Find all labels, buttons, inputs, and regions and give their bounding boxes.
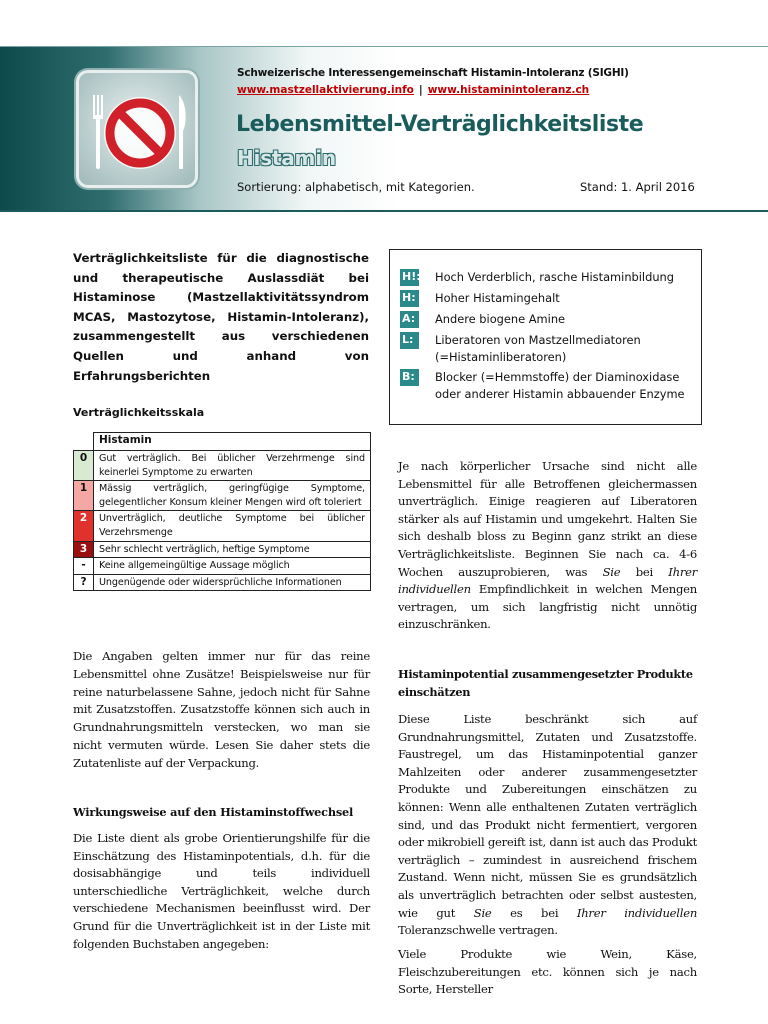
scale-value: 1: [74, 481, 94, 511]
scale-description: Mässig verträglich, geringfügige Symptome, gelegentlicher Konsum kleiner Mengen wird oft toleriert: [94, 481, 371, 511]
legend-item: [400, 290, 701, 307]
scale-description: Ungenügende oder widersprüchliche Informationen: [94, 574, 371, 591]
table-row: [74, 558, 371, 575]
potential-heading: Histaminpotential zusammengesetzter Produkte einschätzen: [398, 667, 693, 699]
no-food-icon: [79, 73, 201, 191]
compound-products-paragraph: Diese Liste beschränkt sich auf Grundnahrungsmittel, Zutaten und Zusatzstoffe. Faustregel, um das Histaminpotential ganzer Mahlzeiten oder anderer zusammengesetzter Produkte und Zubereitungen einschätzen zu können: Wenn alle enthaltenen Zutaten verträglich sind, und das Produkt nicht fermentiert, vergoren oder mikrobiell gereift ist, dann ist auch das Produkt verträglich – zumindest in ausreichend frischem Zustand. Wenn nicht, müssen Sie es grundsätzlich als unverträglich betrachten oder selbst austesten, wie gut Sie es bei Ihrer individuellen Toleranzschwelle vertragen.: [398, 712, 698, 938]
legend-code: B:: [400, 369, 419, 386]
legend-code: A:: [400, 311, 419, 328]
table-row: [74, 541, 371, 558]
legend-item: [400, 332, 701, 365]
legend-label: Liberatoren von Mastzellmediatoren (=Histaminliberatoren): [435, 333, 641, 364]
column-header-histamin: Histamin: [94, 433, 371, 451]
legend-code: H!:: [400, 269, 419, 286]
legend-box: [389, 249, 702, 425]
legend-label: Hoch Verderblich, rasche Histaminbildung: [435, 270, 674, 284]
scale-description: Gut verträglich. Bei üblicher Verzehrmenge sind keinerlei Symptome zu erwarten: [94, 451, 371, 481]
organization-name: Schweizerische Interessengemeinschaft Histamin-Intoleranz (SIGHI): [237, 67, 629, 79]
legend-label: Hoher Histamingehalt: [435, 291, 560, 305]
mechanism-heading: Wirkungsweise auf den Histaminstoffwechsel: [73, 805, 354, 819]
link-mastzellaktivierung[interactable]: www.mastzellaktivierung.info: [237, 84, 414, 96]
link-separator: |: [418, 84, 423, 96]
scale-value: 0: [74, 451, 94, 481]
scale-heading: Verträglichkeitsskala: [73, 406, 205, 419]
scale-value: ?: [74, 574, 94, 591]
scale-description: Sehr schlecht verträglich, heftige Symptome: [94, 541, 371, 558]
legend-label: Blocker (=Hemmstoffe) der Diaminoxidase oder anderer Histamin abbauender Enzyme: [435, 370, 685, 401]
link-histaminintoleranz[interactable]: www.histaminintoleranz.ch: [427, 84, 590, 96]
individual-tolerance-paragraph: Je nach körperlicher Ursache sind nicht alle Lebensmittel für alle Betroffenen gleichermassen unverträglich. Einige reagieren auf Liberatoren stärker als auf Histamin und umgekehrt. Halten Sie sich deshalb bloss zu Beginn ganz strikt an diese Verträglichkeitsliste. Beginnen Sie nach ca. 4-6 Wochen auszuprobieren, was Sie bei Ihrer individuellen Empfindlichkeit in welchen Mengen vertragen, um sich langfristig nicht unnötig einzuschränken.: [398, 459, 698, 632]
legend-item: [400, 369, 701, 402]
scale-value: 3: [74, 541, 94, 558]
scale-description: Keine allgemeingültige Aussage möglich: [94, 558, 371, 575]
table-row: [74, 574, 371, 591]
varieties-paragraph: Viele Produkte wie Wein, Käse, Fleischzubereitungen etc. können sich je nach Sorte, Hersteller: [398, 947, 697, 997]
scale-value: -: [74, 558, 94, 575]
legend-item: [400, 269, 701, 286]
table-header-row: [74, 433, 371, 451]
table-row: [74, 481, 371, 511]
page-subtitle: Histamin: [237, 146, 336, 170]
mechanism-paragraph: Die Liste dient als grobe Orientierungshilfe für die Einschätzung des Histaminpotentials, d.h. für die dosisabhängige und teils individuell unterschiedliche Verträglichkeit, welche durch verschiedene Mechanismen beeinflusst wird. Der Grund für die Unverträglichkeit ist in der Liste mit folgenden Buchstaben angegeben:: [73, 831, 370, 951]
sorting-note: Sortierung: alphabetisch, mit Kategorien.: [237, 180, 475, 194]
table-row: [74, 451, 371, 481]
date-stamp: Stand: 1. April 2016: [580, 180, 695, 194]
scale-description: Unverträglich, deutliche Symptome bei üblicher Verzehrsmenge: [94, 511, 371, 541]
additives-paragraph: Die Angaben gelten immer nur für das reine Lebensmittel ohne Zusätze! Beispielsweise nur für reine naturbelassene Sahne, jedoch nicht für Sahne mit Zusatzstoffen. Zusatzstoffe können sich auch in Grundnahrungsmitteln verstecken, wo man sie nicht vermuten würde. Lesen Sie daher stets die Zutatenliste auf der Verpackung.: [73, 649, 370, 770]
scale-value: 2: [74, 511, 94, 541]
tolerance-scale-table: [73, 432, 371, 591]
legend-code: H:: [400, 290, 419, 307]
table-row: [74, 511, 371, 541]
header-links: [237, 84, 589, 96]
legend-item: [400, 311, 701, 328]
logo: [76, 70, 198, 188]
intro-text: Verträglichkeitsliste für die diagnostische und therapeutische Auslassdiät bei Histaminose (Mastzellaktivitätssyndrom MCAS, Mastozytose, Histamin-Intoleranz), zusammengestellt aus verschiedenen Quellen und anhand von Erfahrungsberichten: [73, 251, 369, 383]
page-title: Lebensmittel-Verträglichkeitsliste: [236, 112, 644, 137]
legend-label: Andere biogene Amine: [435, 312, 566, 326]
legend-code: L:: [400, 332, 419, 349]
